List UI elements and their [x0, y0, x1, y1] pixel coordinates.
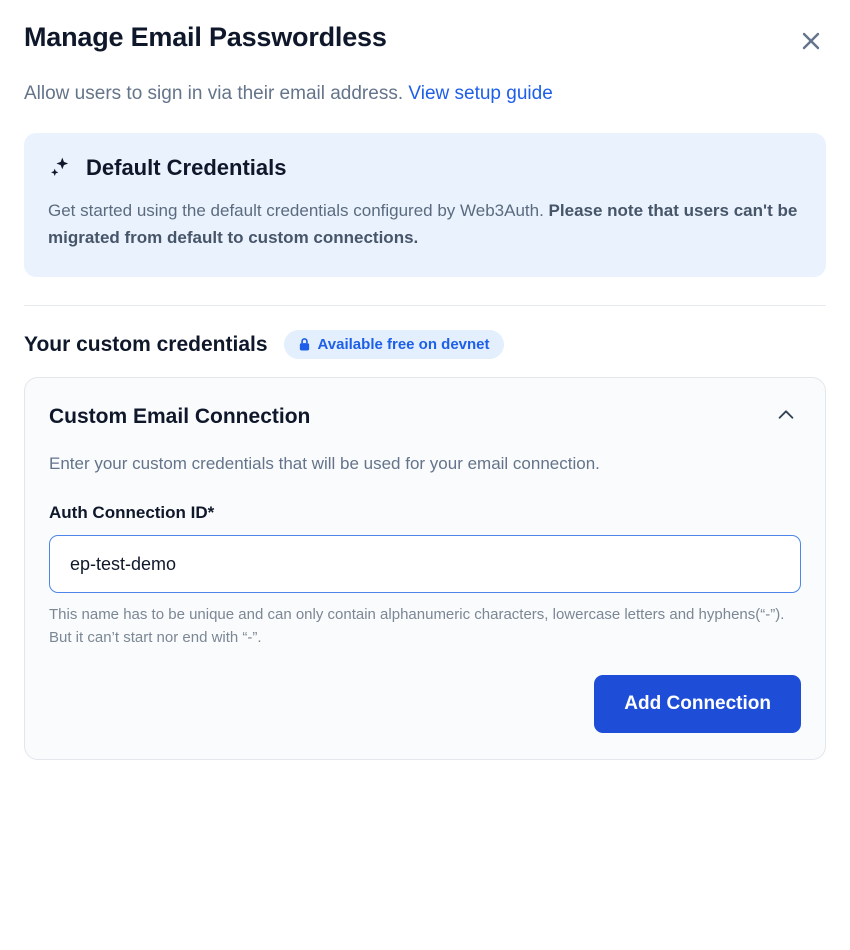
info-box-body-bold: Please note that users can't be migrated from default to custom connections.: [48, 200, 798, 247]
auth-connection-id-input[interactable]: [49, 535, 801, 593]
view-setup-guide-link[interactable]: View setup guide: [408, 83, 553, 104]
auth-connection-id-label-text: Auth Connection ID: [49, 503, 208, 523]
default-credentials-info-box: [24, 133, 826, 277]
section-divider: [24, 305, 826, 306]
panel-description: Enter your custom credentials that will be used for your email connection.: [49, 454, 600, 474]
collapse-panel-button[interactable]: [771, 400, 801, 433]
auth-connection-id-helper-text: This name has to be unique and can only contain alphanumeric characters, lowercase letters and hyphens(“-”). But it can’t start nor end with “-”.: [49, 606, 785, 646]
info-box-header: [48, 155, 802, 181]
page-title: Manage Email Passwordless: [24, 22, 387, 52]
add-connection-button[interactable]: Add Connection: [594, 675, 801, 733]
lock-icon: [298, 337, 311, 352]
modal-header: [24, 0, 826, 58]
modal-subtitle: [24, 82, 826, 107]
custom-credentials-header: [24, 330, 826, 359]
status-badge: [284, 330, 504, 359]
custom-email-connection-panel: [24, 377, 826, 760]
sparkle-icon: [48, 155, 74, 181]
status-badge-label: Available free on devnet: [317, 336, 490, 354]
info-box-body: [48, 197, 802, 251]
chevron-up-icon: [775, 404, 797, 429]
info-box-body-regular: Get started using the default credentials configured by Web3Auth.: [48, 200, 549, 220]
panel-actions: [49, 675, 801, 733]
close-icon: [799, 29, 823, 53]
required-mark: *: [207, 503, 215, 523]
panel-title: Custom Email Connection: [49, 404, 311, 428]
subtitle-text: Allow users to sign in via their email address.: [24, 83, 404, 104]
info-box-title: Default Credentials: [86, 154, 287, 180]
panel-header[interactable]: [49, 400, 801, 433]
close-button[interactable]: [794, 24, 828, 58]
section-title: Your custom credentials: [24, 332, 268, 356]
auth-connection-id-label: [49, 503, 801, 523]
